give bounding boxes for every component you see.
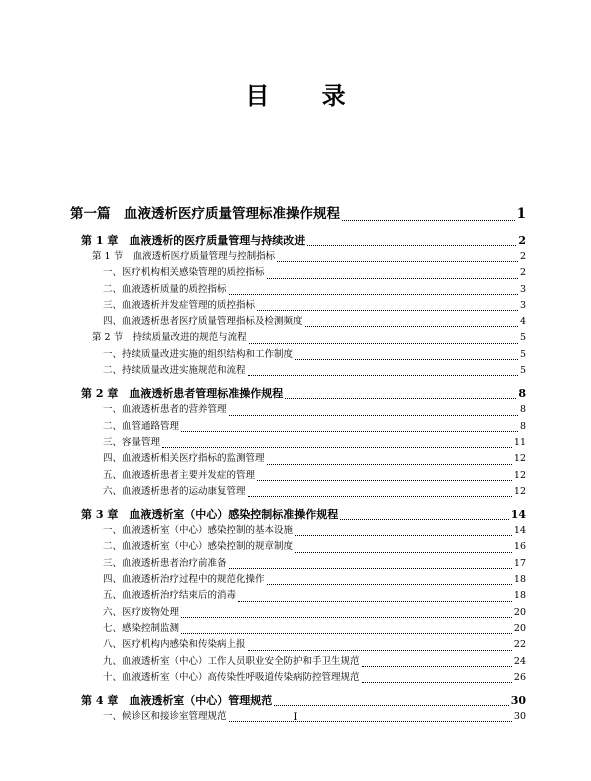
toc-page-number: 5 — [519, 348, 526, 360]
toc-item-entry[interactable] — [70, 282, 526, 298]
toc-item-label: 三、血液透析患者治疗前准备 — [103, 557, 227, 569]
leader-dots — [229, 567, 512, 569]
leader-dots — [285, 397, 516, 399]
toc-item-label: 四、血液透析患者医疗质量管理指标及检测频度 — [103, 316, 303, 328]
toc-item-entry[interactable] — [70, 419, 526, 435]
toc-chapter-entry[interactable] — [70, 507, 526, 523]
page-footer-number: I — [293, 712, 298, 723]
toc-page-number: 8 — [519, 420, 526, 432]
leader-dots — [162, 446, 512, 448]
toc-item-entry[interactable] — [70, 588, 526, 604]
toc-item-entry[interactable] — [70, 572, 526, 588]
leader-dots — [277, 260, 518, 262]
toc-item-label: 一、医疗机构相关感染管理的质控指标 — [103, 267, 265, 279]
toc-item-label: 八、医疗机构内感染和传染病上报 — [103, 639, 246, 651]
leader-dots — [229, 414, 518, 416]
leader-dots — [295, 358, 518, 360]
toc-chapter-label: 第 2 章 血液透析患者管理标准操作规程 — [81, 387, 284, 401]
toc-item-entry[interactable] — [70, 670, 526, 686]
leader-dots — [181, 430, 518, 432]
toc-item-entry[interactable] — [70, 265, 526, 281]
leader-dots — [362, 665, 512, 667]
toc-chapter-entry[interactable] — [70, 693, 526, 709]
leader-dots — [238, 600, 512, 602]
toc-item-label: 四、血液透析治疗过程中的规范化操作 — [103, 574, 265, 586]
toc-part-label: 第一篇 血液透析医疗质量管理标准操作规程 — [70, 206, 340, 222]
toc-chapter-entry[interactable] — [70, 233, 526, 249]
toc-item-entry[interactable] — [70, 435, 526, 451]
leader-dots — [342, 219, 515, 221]
toc-item-label: 三、容量管理 — [103, 436, 161, 448]
toc-page-number: 12 — [513, 453, 526, 465]
toc-item-label: 十、血液透析室（中心）高传染性呼吸道传染病防控管理规范 — [103, 671, 360, 683]
page-title: 目 录 — [245, 81, 368, 110]
toc-item-label: 五、血液透析治疗结束后的消毒 — [103, 590, 237, 602]
toc-page-number: 8 — [518, 387, 526, 401]
leader-dots — [248, 495, 512, 497]
leader-dots — [229, 293, 518, 295]
leader-dots — [295, 534, 512, 536]
toc-page-number: 11 — [513, 436, 526, 448]
toc-item-label: 四、血液透析相关医疗指标的监测管理 — [103, 453, 265, 465]
toc-page-number: 3 — [519, 283, 526, 295]
leader-dots — [267, 463, 512, 465]
leader-dots — [267, 583, 512, 585]
toc-page-number: 20 — [513, 606, 526, 618]
leader-dots — [257, 479, 512, 481]
toc-page-number: 18 — [513, 574, 526, 586]
toc-page-number: 2 — [519, 267, 526, 279]
toc-item-entry[interactable] — [70, 621, 526, 637]
leader-dots — [181, 616, 512, 618]
table-of-contents — [70, 204, 526, 725]
toc-page-number: 17 — [513, 557, 526, 569]
toc-item-label: 二、持续质量改进实施规范和流程 — [103, 365, 246, 377]
toc-item-label: 二、血液透析质量的质控指标 — [103, 283, 227, 295]
toc-chapter-label: 第 4 章 血液透析室（中心）管理规范 — [81, 694, 273, 708]
toc-page-number: 2 — [518, 234, 526, 247]
toc-item-entry[interactable] — [70, 363, 526, 379]
toc-chapter-entry[interactable] — [70, 386, 526, 402]
toc-item-label: 一、血液透析室（中心）感染控制的基本设施 — [103, 525, 294, 537]
toc-chapter-label: 第 3 章 血液透析室（中心）感染控制标准操作规程 — [81, 508, 339, 522]
leader-dots — [248, 374, 518, 376]
toc-page-number: 12 — [513, 485, 526, 497]
toc-item-entry[interactable] — [70, 654, 526, 670]
toc-page-number: 14 — [510, 508, 526, 522]
toc-item-label: 二、血液透析室（中心）感染控制的规章制度 — [103, 541, 294, 553]
toc-item-label: 一、血液透析患者的营养管理 — [103, 404, 227, 416]
toc-item-label: 一、持续质量改进实施的组织结构和工作制度 — [103, 348, 294, 360]
toc-page-number: 22 — [513, 639, 526, 651]
toc-page-number: 16 — [513, 541, 526, 553]
toc-item-entry[interactable] — [70, 402, 526, 418]
toc-chapters — [70, 233, 526, 725]
toc-page-number: 5 — [519, 365, 526, 377]
toc-item-label: 二、血管通路管理 — [103, 420, 180, 432]
leader-dots — [267, 277, 518, 279]
toc-item-entry[interactable] — [70, 556, 526, 572]
toc-item-entry[interactable] — [70, 451, 526, 467]
toc-section-label: 第 2 节 持续质量改进的规范与流程 — [92, 332, 247, 344]
toc-page-number: 30 — [510, 694, 526, 708]
toc-item-entry[interactable] — [70, 605, 526, 621]
leader-dots — [340, 518, 508, 520]
toc-item-entry[interactable] — [70, 484, 526, 500]
toc-page-number: 2 — [519, 251, 526, 262]
toc-item-entry[interactable] — [70, 468, 526, 484]
leader-dots — [305, 325, 518, 327]
toc-page-number: 1 — [516, 206, 526, 222]
toc-page-number: 5 — [519, 332, 526, 344]
toc-item-entry[interactable] — [70, 539, 526, 555]
toc-page-number: 3 — [519, 299, 526, 311]
leader-dots — [362, 681, 512, 683]
toc-section-label: 第 1 节 血液透析医疗质量管理与控制指标 — [92, 251, 276, 262]
leader-dots — [307, 244, 516, 246]
toc-item-entry[interactable] — [70, 314, 526, 330]
toc-page-number: 24 — [513, 655, 526, 667]
toc-page-number: 12 — [513, 469, 526, 481]
toc-item-label: 六、血液透析患者的运动康复管理 — [103, 485, 246, 497]
toc-chapter-label: 第 1 章 血液透析的医疗质量管理与持续改进 — [81, 234, 306, 247]
toc-page-number: 18 — [513, 590, 526, 602]
leader-dots — [248, 649, 512, 651]
toc-page-number: 26 — [513, 671, 526, 683]
toc-item-entry[interactable] — [70, 347, 526, 363]
leader-dots — [295, 551, 512, 553]
toc-item-label: 六、医疗废物处理 — [103, 606, 180, 618]
toc-item-label: 五、血液透析患者主要并发症的管理 — [103, 469, 256, 481]
toc-section-entry[interactable] — [70, 249, 526, 265]
toc-item-label: 三、血液透析并发症管理的质控指标 — [103, 299, 256, 311]
leader-dots — [181, 632, 512, 634]
toc-section-entry[interactable] — [70, 330, 526, 346]
toc-page-number: 4 — [519, 316, 526, 328]
toc-page-number: 8 — [519, 404, 526, 416]
toc-item-label: 九、血液透析室（中心）工作人员职业安全防护和手卫生规范 — [103, 655, 360, 667]
toc-part-entry[interactable] — [70, 204, 526, 224]
toc-item-entry[interactable] — [70, 298, 526, 314]
toc-item-entry[interactable] — [70, 523, 526, 539]
toc-item-label: 一、候诊区和接诊室管理规范 — [103, 711, 227, 723]
toc-page-number: 20 — [513, 622, 526, 634]
leader-dots — [257, 309, 518, 311]
toc-page-number: 30 — [513, 711, 526, 723]
toc-page-number: 14 — [513, 525, 526, 537]
toc-item-entry[interactable] — [70, 637, 526, 653]
leader-dots — [274, 704, 508, 706]
toc-item-label: 七、感染控制监测 — [103, 622, 180, 634]
leader-dots — [249, 342, 518, 344]
